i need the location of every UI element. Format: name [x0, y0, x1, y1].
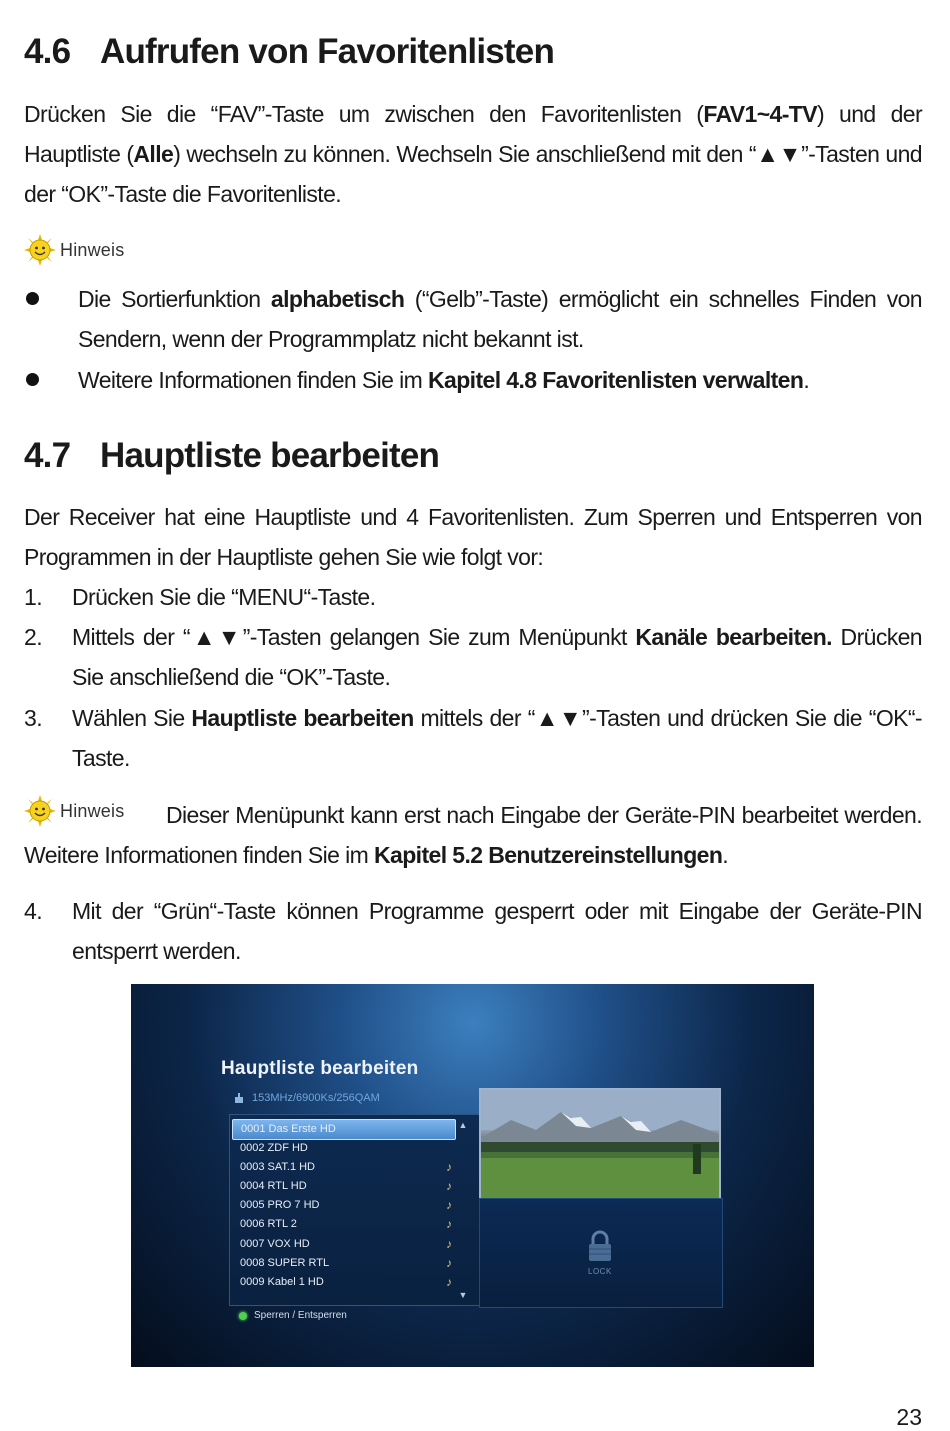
numbered-step: 3. Wählen Sie Hauptliste bearbeiten mittels der “▲▼”-Tasten und drücken Sie die “OK“-Taste.: [24, 705, 922, 771]
numbered-step: 4. Mit der “Grün“-Taste können Programme gesperrt oder mit Eingabe der Geräte-PIN entsperrt werden.: [24, 898, 922, 964]
section-title: Hauptliste bearbeiten: [100, 436, 440, 475]
hinweis-label: Hinweis: [60, 800, 125, 821]
section-number: 4.6: [24, 32, 71, 71]
lock-icon: ♪: [446, 1217, 452, 1231]
note-paragraph: Dieser Menüpunkt kann erst nach Eingabe der Geräte-PIN bearbeitet werden. Weitere Informationen finden Sie im Kapitel 5.2 Benutzereinstellungen.: [24, 802, 922, 868]
scrollbar[interactable]: [458, 1119, 468, 1301]
bullet-dot: [26, 373, 39, 386]
receiver-screenshot: [131, 984, 814, 1367]
hinweis-label: Hinweis: [60, 239, 125, 260]
bullet-dot: [26, 292, 39, 305]
frequency-info: 153MHz/6900Ks/256QAM: [234, 1092, 380, 1104]
scroll-up-icon[interactable]: ▲: [458, 1120, 468, 1130]
antenna-icon: [234, 1093, 244, 1104]
channel-row-selected[interactable]: 0001 Das Erste HD: [232, 1119, 456, 1140]
green-button-icon: [239, 1312, 247, 1320]
bullet-item: Die Sortierfunktion alphabetisch (“Gelb”-Taste) ermöglicht ein schnelles Finden von Sendern, wenn der Programmplatz nicht bekannt ist.: [24, 279, 922, 359]
channel-row[interactable]: 0009 Kabel 1 HD ♪: [232, 1273, 454, 1292]
channel-row[interactable]: 0005 PRO 7 HD ♪: [232, 1196, 454, 1215]
section-heading-4-6: [24, 32, 554, 72]
lock-icon: ♪: [446, 1237, 452, 1251]
lock-icon: ♪: [446, 1160, 452, 1174]
lock-icon: ♪: [446, 1275, 452, 1289]
page-number: 23: [896, 1404, 922, 1430]
bullet-item: Weitere Informationen finden Sie im Kapitel 4.8 Favoritenlisten verwalten.: [24, 360, 922, 400]
channel-row[interactable]: 0002 ZDF HD: [240, 1142, 308, 1154]
hinweis-note-1: [24, 234, 124, 266]
numbered-step: 1. Drücken Sie die “MENU“-Taste.: [24, 584, 376, 610]
section-title: Aufrufen von Favoritenlisten: [100, 32, 555, 71]
lock-icon: ♪: [446, 1256, 452, 1270]
lock-icon: ♪: [446, 1179, 452, 1193]
section-4-7-intro: Der Receiver hat eine Hauptliste und 4 Favoritenlisten. Zum Sperren und Entsperren von Programmen in der Hauptliste gehen Sie wie folgt vor:: [24, 504, 922, 570]
screen-title: Hauptliste bearbeiten: [221, 1058, 419, 1079]
channel-row[interactable]: 0004 RTL HD ♪: [232, 1177, 454, 1196]
section-number: 4.7: [24, 436, 71, 475]
video-preview: [479, 1088, 721, 1202]
scroll-down-icon[interactable]: ▼: [458, 1290, 468, 1300]
channel-list: [229, 1114, 481, 1306]
section-heading-4-7: [24, 436, 439, 476]
channel-row[interactable]: 0008 SUPER RTL ♪: [232, 1254, 454, 1273]
lock-icon: ♪: [446, 1198, 452, 1212]
padlock-icon: [586, 1229, 614, 1263]
lock-status-panel: [479, 1198, 723, 1308]
footer-hint: Sperren / Entsperren: [239, 1310, 347, 1321]
lock-label: LOCK: [588, 1267, 612, 1276]
numbered-step: 2. Mittels der “▲▼”-Tasten gelangen Sie zum Menüpunkt Kanäle bearbeiten. Drücken Sie anschließend die “OK”-Taste.: [24, 624, 923, 690]
smiling-sun-icon: [24, 234, 56, 266]
landscape-preview-image: [481, 1090, 719, 1200]
channel-row[interactable]: 0007 VOX HD ♪: [232, 1235, 454, 1254]
section-4-6-paragraph: Drücken Sie die “FAV”-Taste um zwischen den Favoritenlisten (FAV1~4-TV) und der Hauptliste (Alle) wechseln zu können. Wechseln Sie anschließend mit den “▲▼”-Tasten und der “OK”-Taste die Favoritenliste.: [24, 101, 923, 207]
channel-row[interactable]: 0003 SAT.1 HD ♪: [232, 1158, 454, 1177]
channel-row[interactable]: 0006 RTL 2 ♪: [232, 1215, 454, 1234]
